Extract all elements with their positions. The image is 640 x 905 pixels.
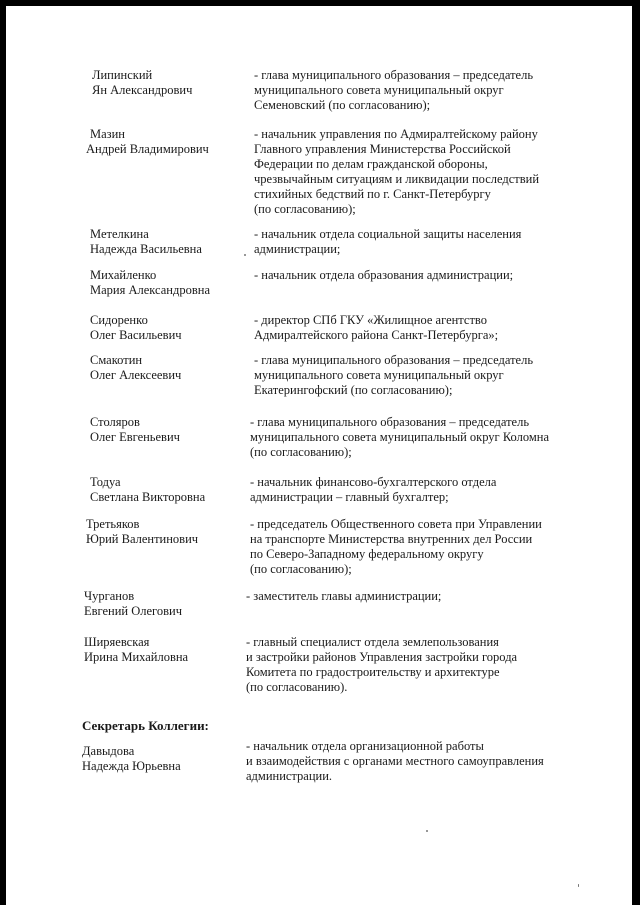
member-position: [250, 517, 580, 577]
position-line: на транспорте Министерства внутренних дел России: [250, 532, 533, 546]
member-given-name: Олег Васильевич: [90, 328, 182, 342]
member-position: [246, 589, 576, 604]
position-line: - заместитель главы администрации;: [246, 589, 442, 603]
member-surname: Сидоренко: [90, 313, 148, 327]
secretary-section-title: Секретарь Коллегии:: [82, 718, 209, 733]
member-position: [246, 635, 576, 695]
member-name: [92, 68, 242, 98]
member-given-name: Олег Алексеевич: [90, 368, 182, 382]
position-line: Семеновский (по согласованию);: [254, 98, 431, 112]
document-page: [6, 6, 632, 905]
position-line: - председатель Общественного совета при Управлении: [250, 517, 542, 531]
member-given-name: Олег Евгеньевич: [90, 430, 180, 444]
member-surname: Смакотин: [90, 353, 143, 367]
position-line: Главного управления Министерства Российской: [254, 142, 511, 156]
member-given-name: Юрий Валентинович: [86, 532, 199, 546]
position-line: муниципального совета муниципальный округ: [254, 83, 504, 97]
member-name: [84, 635, 234, 665]
position-line: (по согласованию);: [254, 202, 356, 216]
position-line: - главный специалист отдела землепользования: [246, 635, 499, 649]
member-given-name: Мария Александровна: [90, 283, 210, 297]
member-surname: Липинский: [92, 68, 153, 82]
position-line: Адмиралтейского района Санкт-Петербурга»;: [254, 328, 499, 342]
position-line: администрации;: [254, 242, 341, 256]
member-position: [250, 475, 580, 505]
member-surname: Метелкина: [90, 227, 149, 241]
position-line: Комитета по градостроительству и архитектуре: [246, 665, 500, 679]
member-position: [254, 68, 584, 113]
member-surname: Столяров: [90, 415, 140, 429]
member-name: [90, 415, 240, 445]
position-line: (по согласованию).: [246, 680, 348, 694]
member-surname: Мазин: [90, 127, 125, 141]
member-name: [90, 313, 240, 343]
position-line: чрезвычайным ситуациям и ликвидации последствий: [254, 172, 540, 186]
member-given-name: Надежда Васильевна: [90, 242, 202, 256]
position-line: - директор СПб ГКУ «Жилищное агентство: [254, 313, 488, 327]
scan-speck: [244, 254, 246, 256]
position-line: Федерации по делам гражданской обороны,: [254, 157, 488, 171]
member-surname: Чурганов: [84, 589, 135, 603]
member-given-name: Ян Александрович: [92, 83, 193, 97]
position-line: - начальник отдела организационной работы: [246, 739, 484, 753]
scan-speck: [578, 884, 579, 887]
member-given-name: Андрей Владимирович: [86, 142, 209, 156]
position-line: (по согласованию);: [250, 562, 352, 576]
position-line: муниципального совета муниципальный округ Коломна: [250, 430, 550, 444]
member-position: [250, 415, 580, 460]
position-line: - глава муниципального образования – председатель: [254, 68, 534, 82]
position-line: - начальник управления по Адмиралтейскому району: [254, 127, 538, 141]
position-line: - глава муниципального образования – председатель: [250, 415, 530, 429]
member-name: [90, 227, 240, 257]
member-surname: Ширяевская: [84, 635, 150, 649]
member-name: [90, 475, 240, 505]
member-name: [86, 127, 236, 157]
member-position: [254, 313, 584, 343]
position-line: и застройки районов Управления застройки города: [246, 650, 518, 664]
position-line: муниципального совета муниципальный округ: [254, 368, 504, 382]
member-name: [86, 517, 236, 547]
member-name: [84, 589, 234, 619]
member-position: [254, 268, 584, 283]
position-line: - начальник отдела социальной защиты населения: [254, 227, 522, 241]
member-position: [254, 227, 584, 257]
member-surname: Михайленко: [90, 268, 157, 282]
member-position: [254, 353, 584, 398]
member-surname: Тодуа: [90, 475, 121, 489]
member-name: [90, 353, 240, 383]
position-line: стихийных бедствий по г. Санкт-Петербургу: [254, 187, 491, 201]
position-line: администрации.: [246, 769, 333, 783]
scan-speck: [426, 830, 428, 832]
position-line: по Северо-Западному федеральному округу: [250, 547, 484, 561]
position-line: - глава муниципального образования – председатель: [254, 353, 534, 367]
member-given-name: Ирина Михайловна: [84, 650, 189, 664]
member-position: [254, 127, 584, 217]
member-surname: Третьяков: [86, 517, 140, 531]
position-line: администрации – главный бухгалтер;: [250, 490, 449, 504]
member-given-name: Евгений Олегович: [84, 604, 182, 618]
secretary-position: [246, 739, 576, 784]
position-line: и взаимодействия с органами местного самоуправления: [246, 754, 544, 768]
position-line: Екатерингофский (по согласованию);: [254, 383, 453, 397]
secretary-name: [82, 744, 232, 774]
secretary-given-name: Надежда Юрьевна: [82, 759, 181, 773]
member-given-name: Светлана Викторовна: [90, 490, 206, 504]
secretary-surname: Давыдова: [82, 744, 135, 758]
position-line: - начальник отдела образования администрации;: [254, 268, 514, 282]
member-name: [90, 268, 240, 298]
position-line: - начальник финансово-бухгалтерского отдела: [250, 475, 497, 489]
position-line: (по согласованию);: [250, 445, 352, 459]
